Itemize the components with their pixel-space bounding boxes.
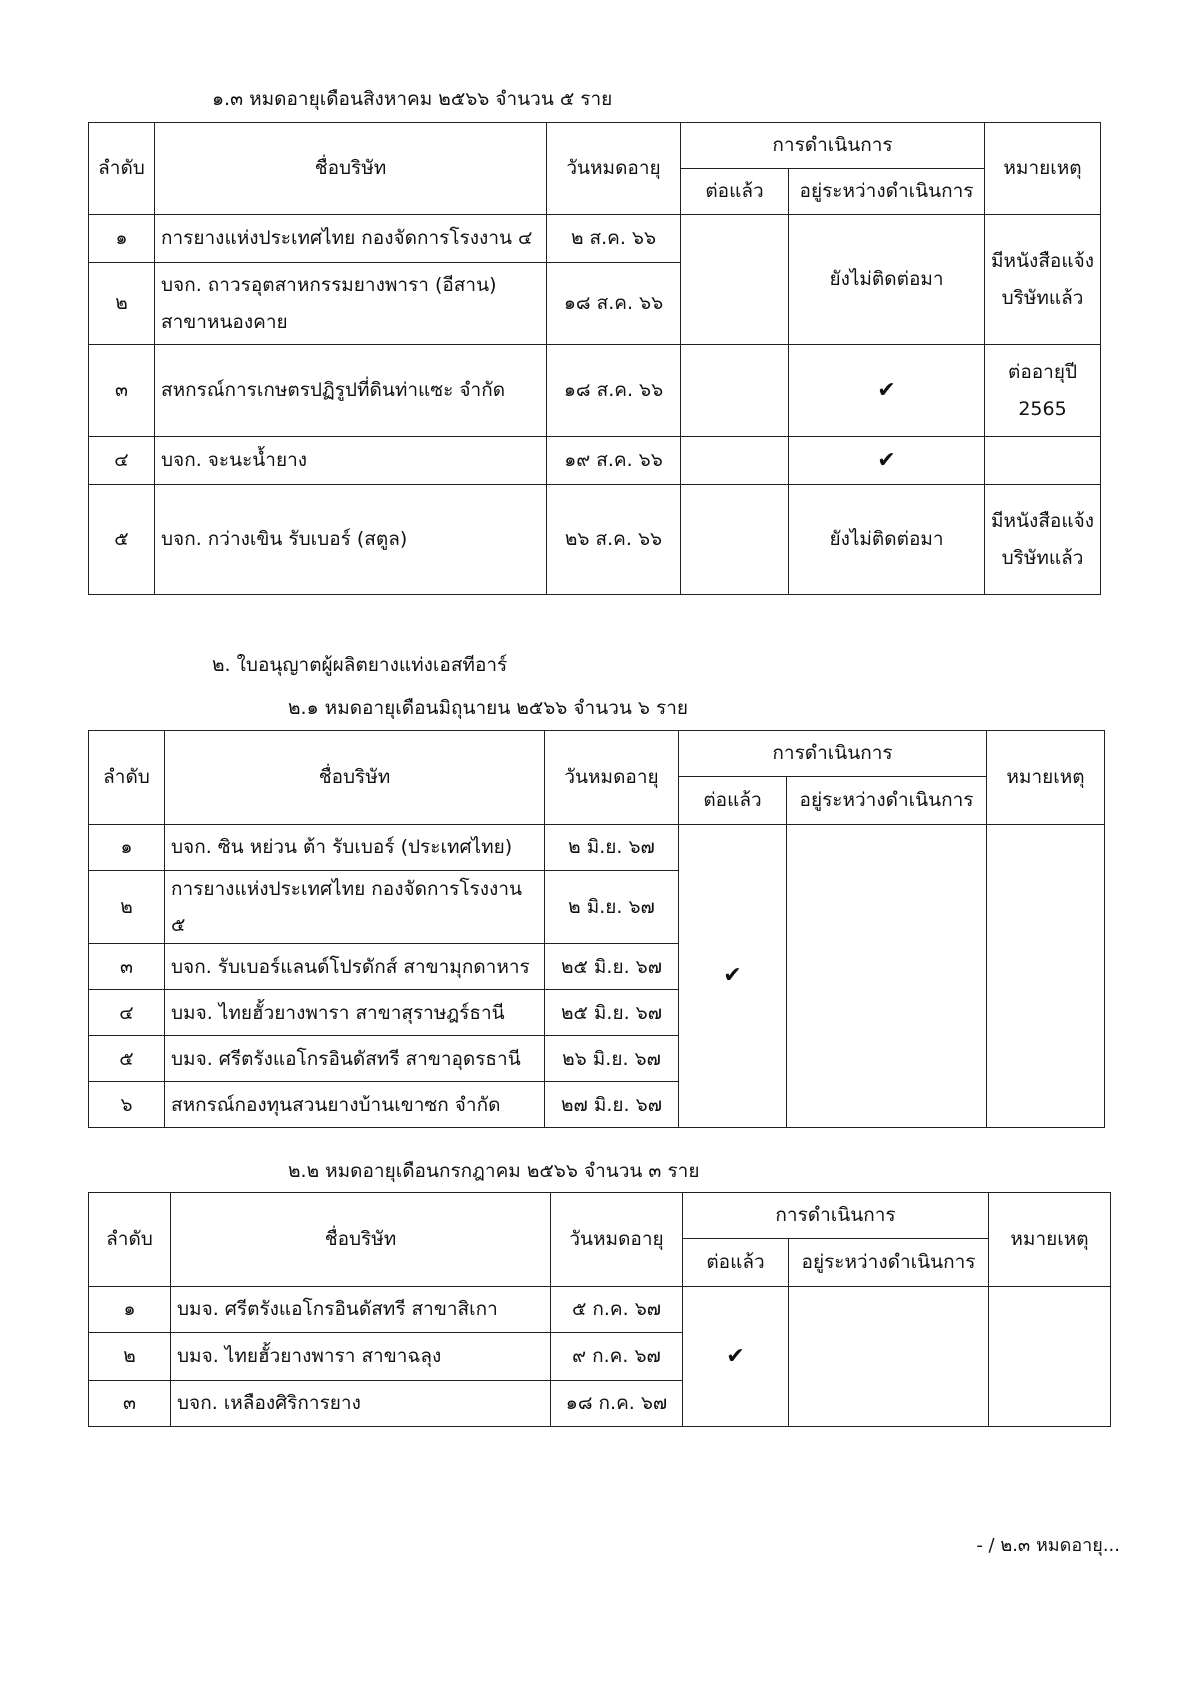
section-1-3-heading: ๑.๓ หมดอายุเดือนสิงหาคม ๒๕๖๖ จำนวน ๕ ราย xyxy=(212,88,613,110)
row-company: บจก. รับเบอร์แลนด์โปรดักส์ สาขามุกดาหาร xyxy=(165,944,545,990)
row-no: ๓ xyxy=(89,345,155,437)
col-action-header: การดำเนินการ xyxy=(681,123,985,169)
row-no: ๒ xyxy=(89,263,155,345)
row-expiry: ๒๕ มิ.ย. ๖๗ xyxy=(545,990,679,1036)
company-line: สาขาหนองคาย xyxy=(161,310,288,333)
row-expiry: ๙ ก.ค. ๖๗ xyxy=(551,1333,683,1381)
row-expiry: ๒๗ มิ.ย. ๖๗ xyxy=(545,1082,679,1128)
row-company xyxy=(155,263,547,345)
row-remark xyxy=(985,437,1101,485)
row-expiry: ๑๘ ส.ค. ๖๖ xyxy=(547,345,681,437)
row-company: บจก. เหลืองศิริการยาง xyxy=(171,1381,551,1427)
row-company: บจก. กว่างเขิน รับเบอร์ (สตูล) xyxy=(155,485,547,595)
col-expiry-header: วันหมดอายุ xyxy=(551,1193,683,1287)
remark-line: บริษัทแล้ว xyxy=(1001,286,1084,309)
row-status xyxy=(787,825,987,1128)
col-expiry-header: วันหมดอายุ xyxy=(545,731,679,825)
table-1-3 xyxy=(88,122,1101,595)
col-renewed-header: ต่อแล้ว xyxy=(683,1239,789,1287)
row-no: ๑ xyxy=(89,825,165,871)
table-row xyxy=(89,215,1101,263)
row-expiry: ๑๙ ส.ค. ๖๖ xyxy=(547,437,681,485)
row-expiry: ๑๘ ส.ค. ๖๖ xyxy=(547,263,681,345)
col-in-progress-header: อยู่ระหว่างดำเนินการ xyxy=(789,169,985,215)
row-remark xyxy=(985,485,1101,595)
row-no: ๒ xyxy=(89,871,165,944)
row-remark xyxy=(985,215,1101,345)
col-remark-header: หมายเหตุ xyxy=(989,1193,1111,1287)
col-action-header: การดำเนินการ xyxy=(679,731,987,777)
row-no: ๕ xyxy=(89,1036,165,1082)
row-status xyxy=(789,1287,989,1427)
row-renewed xyxy=(681,345,789,437)
row-no: ๓ xyxy=(89,944,165,990)
row-no: ๒ xyxy=(89,1333,171,1381)
table-row xyxy=(89,1287,1111,1333)
col-company-header: ชื่อบริษัท xyxy=(165,731,545,825)
page-continuation: - / ๒.๓ หมดอายุ... xyxy=(976,1535,1120,1556)
col-expiry-header: วันหมดอายุ xyxy=(547,123,681,215)
col-renewed-header: ต่อแล้ว xyxy=(679,777,787,825)
col-in-progress-header: อยู่ระหว่างดำเนินการ xyxy=(789,1239,989,1287)
row-expiry: ๑๘ ก.ค. ๖๗ xyxy=(551,1381,683,1427)
remark-line: มีหนังสือแจ้ง xyxy=(991,250,1094,273)
check-icon: ✔ xyxy=(789,345,985,437)
col-no-header: ลำดับ xyxy=(89,123,155,215)
table-2-2 xyxy=(88,1192,1111,1427)
row-no: ๑ xyxy=(89,1287,171,1333)
remark-line: บริษัทแล้ว xyxy=(1001,546,1084,569)
remark-line: มีหนังสือแจ้ง xyxy=(991,510,1094,533)
check-icon: ✔ xyxy=(789,437,985,485)
check-icon: ✔ xyxy=(683,1287,789,1427)
col-remark-header: หมายเหตุ xyxy=(987,731,1105,825)
table-row xyxy=(89,485,1101,595)
table-row xyxy=(89,345,1101,437)
row-no: ๕ xyxy=(89,485,155,595)
col-company-header: ชื่อบริษัท xyxy=(171,1193,551,1287)
row-no: ๑ xyxy=(89,215,155,263)
row-company: การยางแห่งประเทศไทย กองจัดการโรงงาน ๕ xyxy=(165,871,545,944)
check-icon: ✔ xyxy=(679,825,787,1128)
row-remark xyxy=(985,345,1101,437)
row-no: ๔ xyxy=(89,990,165,1036)
col-company-header: ชื่อบริษัท xyxy=(155,123,547,215)
remark-line: ต่ออายุปี xyxy=(1008,361,1078,384)
col-action-header: การดำเนินการ xyxy=(683,1193,989,1239)
row-company: บมจ. ศรีตรังแอโกรอินดัสทรี สาขาสิเกา xyxy=(171,1287,551,1333)
row-renewed xyxy=(681,437,789,485)
col-renewed-header: ต่อแล้ว xyxy=(681,169,789,215)
row-expiry: ๒๖ มิ.ย. ๖๗ xyxy=(545,1036,679,1082)
row-status: ยังไม่ติดต่อมา xyxy=(789,215,985,345)
company-line: บจก. ถาวรอุตสาหกรรมยางพารา (อีสาน) xyxy=(161,274,497,297)
row-expiry: ๒ มิ.ย. ๖๗ xyxy=(545,825,679,871)
row-company: สหกรณ์การเกษตรปฏิรูปที่ดินท่าแซะ จำกัด xyxy=(155,345,547,437)
col-no-header: ลำดับ xyxy=(89,1193,171,1287)
row-remark xyxy=(989,1287,1111,1427)
row-expiry: ๒ มิ.ย. ๖๗ xyxy=(545,871,679,944)
section-2-title: ๒. ใบอนุญาตผู้ผลิตยางแท่งเอสทีอาร์ xyxy=(212,654,508,676)
row-company: บจก. จะนะน้ำยาง xyxy=(155,437,547,485)
section-2-2-heading: ๒.๒ หมดอายุเดือนกรกฎาคม ๒๕๖๖ จำนวน ๓ ราย xyxy=(288,1160,700,1182)
row-company: บมจ. ไทยฮั้วยางพารา สาขาสุราษฎร์ธานี xyxy=(165,990,545,1036)
table-row xyxy=(89,437,1101,485)
row-company: บมจ. ไทยฮั้วยางพารา สาขาฉลุง xyxy=(171,1333,551,1381)
row-company: การยางแห่งประเทศไทย กองจัดการโรงงาน ๔ xyxy=(155,215,547,263)
col-in-progress-header: อยู่ระหว่างดำเนินการ xyxy=(787,777,987,825)
col-remark-header: หมายเหตุ xyxy=(985,123,1101,215)
row-company: สหกรณ์กองทุนสวนยางบ้านเขาซก จำกัด xyxy=(165,1082,545,1128)
row-company: บมจ. ศรีตรังแอโกรอินดัสทรี สาขาอุดรธานี xyxy=(165,1036,545,1082)
row-expiry: ๒๕ มิ.ย. ๖๗ xyxy=(545,944,679,990)
row-expiry: ๒ ส.ค. ๖๖ xyxy=(547,215,681,263)
row-expiry: ๕ ก.ค. ๖๗ xyxy=(551,1287,683,1333)
table-2-1 xyxy=(88,730,1105,1128)
row-no: ๖ xyxy=(89,1082,165,1128)
table-row xyxy=(89,825,1105,871)
row-status: ยังไม่ติดต่อมา xyxy=(789,485,985,595)
row-remark xyxy=(987,825,1105,1128)
section-2-1-heading: ๒.๑ หมดอายุเดือนมิถุนายน ๒๕๖๖ จำนวน ๖ ราย xyxy=(288,697,689,719)
row-no: ๓ xyxy=(89,1381,171,1427)
remark-line: 2565 xyxy=(1018,397,1067,420)
row-renewed xyxy=(681,215,789,345)
row-renewed xyxy=(681,485,789,595)
col-no-header: ลำดับ xyxy=(89,731,165,825)
row-company: บจก. ซิน หย่วน ต้า รับเบอร์ (ประเทศไทย) xyxy=(165,825,545,871)
row-expiry: ๒๖ ส.ค. ๖๖ xyxy=(547,485,681,595)
row-no: ๔ xyxy=(89,437,155,485)
